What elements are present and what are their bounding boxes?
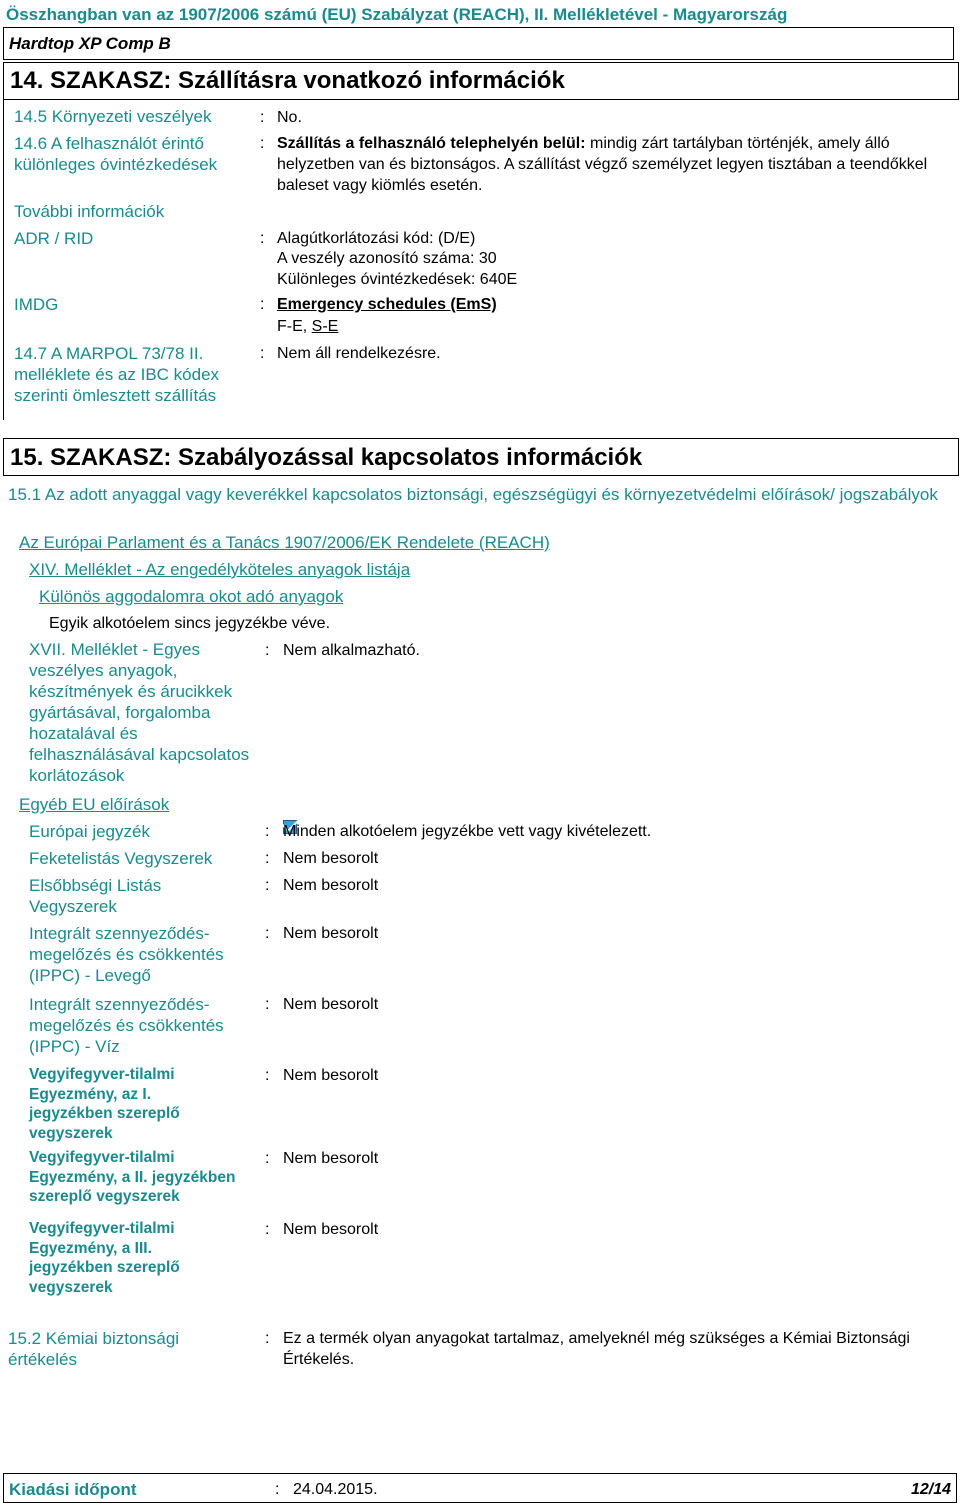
chem-safety-label: 15.2 Kémiai biztonsági értékelés — [8, 1329, 180, 1369]
colon: : — [265, 642, 270, 659]
adr-rid-line-2: A veszély azonosító száma: 30 — [277, 250, 497, 267]
eu-inventory-value: Minden alkotóelem jegyzékbe vett vagy kivételezett. — [283, 823, 652, 840]
ems-prefix: F-E, — [277, 318, 312, 335]
further-info-label: További információk — [14, 202, 165, 221]
regulation-header: Összhangban van az 1907/2006 számú (EU) Szabályzat (REACH), II. Mellékletével - Magyarország — [6, 5, 788, 24]
marpol-label: 14.7 A MARPOL 73/78 II. melléklete és az IBC kódex szerinti ömlesztett szállítás — [14, 344, 220, 405]
adr-rid-label: ADR / RID — [14, 229, 94, 248]
colon: : — [260, 109, 265, 126]
marpol-value: Nem áll rendelkezésre. — [277, 345, 441, 362]
colon: : — [260, 135, 265, 152]
ippc-water-value: Nem besorolt — [283, 996, 379, 1013]
reach-heading[interactable]: Az Európai Parlament és a Tanács 1907/2006/EK Rendelete (REACH) — [19, 533, 550, 552]
footer-box — [3, 1473, 957, 1503]
precautions-text: mindig zárt tartályban történjék, amely álló helyzetben van és biztonságos. A szállítást végző személyzet legyen tisztában a teendőkkel baleset vagy kiömlés esetén. — [277, 135, 928, 194]
colon: : — [265, 1330, 270, 1347]
colon: : — [275, 1481, 280, 1498]
annex14-heading[interactable]: XIV. Melléklet - Az engedélyköteles anyagok listája — [29, 560, 411, 579]
product-name: Hardtop XP Comp B — [9, 34, 171, 53]
ems-codes — [277, 316, 338, 337]
cwc-3-label: Vegyifegyver-tilalmi Egyezmény, a III. jegyzékben szereplő vegyszerek — [29, 1220, 180, 1296]
colon: : — [260, 296, 265, 313]
imdg-label: IMDG — [14, 295, 59, 314]
ippc-air-value: Nem besorolt — [283, 925, 379, 942]
special-precautions-label: 14.6 A felhasználót érintő különleges óvintézkedések — [14, 134, 218, 174]
colon: : — [265, 823, 270, 840]
section15-1-title: 15.1 Az adott anyaggal vagy keverékkel kapcsolatos biztonsági, egészségügyi és környezetvédelmi előírások/ jogszabályok — [8, 485, 938, 504]
env-hazards-label: 14.5 Környezeti veszélyek — [14, 107, 212, 126]
cwc-2-value: Nem besorolt — [283, 1150, 379, 1167]
colon: : — [265, 877, 270, 894]
svhc-value: Egyik alkotóelem sincs jegyzékbe véve. — [49, 615, 331, 632]
precautions-bold-lead: Szállítás a felhasználó telephelyén belül: — [277, 135, 586, 152]
chem-safety-value: Ez a termék olyan anyagokat tartalmaz, amelyeknél még szükséges a Kémiai Biztonsági Értékelés. — [283, 1330, 910, 1368]
section15-title-box — [3, 438, 959, 476]
cwc-2-label: Vegyifegyver-tilalmi Egyezmény, a II. jegyzékben szereplő vegyszerek — [29, 1149, 236, 1205]
cwc-3-value: Nem besorolt — [283, 1221, 379, 1238]
page-number: 12/14 — [910, 1481, 951, 1498]
ems-title: Emergency schedules (EmS) — [277, 296, 497, 313]
other-eu-heading[interactable]: Egyéb EU előírások — [19, 795, 170, 814]
ippc-air-label: Integrált szennyeződés-megelőzés és csökkentés (IPPC) - Levegő — [29, 924, 224, 985]
annex17-label: XVII. Melléklet - Egyes veszélyes anyagok, készítmények és árucikkek gyártásával, forgalomba hozatalával és felhasználásával kapcsolatos korlátozások — [29, 640, 250, 785]
issue-date-value: 24.04.2015. — [293, 1481, 378, 1498]
env-hazards-value: No. — [277, 109, 302, 126]
special-precautions-value — [277, 133, 947, 196]
priority-list-value: Nem besorolt — [283, 877, 379, 894]
section14-title-box — [3, 62, 959, 100]
adr-rid-line-1: Alagútkorlátozási kód: (D/E) — [277, 230, 476, 247]
colon: : — [265, 925, 270, 942]
blacklist-value: Nem besorolt — [283, 850, 379, 867]
product-name-box — [3, 27, 954, 60]
adr-rid-line-3: Különleges óvintézkedések: 640E — [277, 271, 518, 288]
colon: : — [260, 230, 265, 247]
colon: : — [265, 850, 270, 867]
issue-date-label: Kiadási időpont — [9, 1480, 137, 1499]
colon: : — [265, 1067, 270, 1084]
annex17-value: Nem alkalmazható. — [283, 642, 420, 659]
section14-title: 14. SZAKASZ: Szállításra vonatkozó információk — [10, 67, 565, 94]
colon: : — [265, 1150, 270, 1167]
ippc-water-label: Integrált szennyeződés-megelőzés és csökkentés (IPPC) - Víz — [29, 995, 224, 1056]
cwc-1-label: Vegyifegyver-tilalmi Egyezmény, az I. jegyzékben szereplő vegyszerek — [29, 1066, 180, 1142]
ems-link[interactable]: S-E — [311, 318, 339, 335]
section14-left-border — [3, 100, 4, 420]
colon: : — [260, 345, 265, 362]
cwc-1-value: Nem besorolt — [283, 1067, 379, 1084]
colon: : — [265, 1221, 270, 1238]
priority-list-label: Elsőbbségi Listás Vegyszerek — [29, 876, 162, 916]
svhc-heading[interactable]: Különös aggodalomra okot adó anyagok — [39, 587, 344, 606]
blacklist-label: Feketelistás Vegyszerek — [29, 849, 213, 868]
eu-inventory-label: Európai jegyzék — [29, 822, 150, 841]
colon: : — [265, 996, 270, 1013]
section15-title: 15. SZAKASZ: Szabályozással kapcsolatos információk — [10, 444, 643, 471]
